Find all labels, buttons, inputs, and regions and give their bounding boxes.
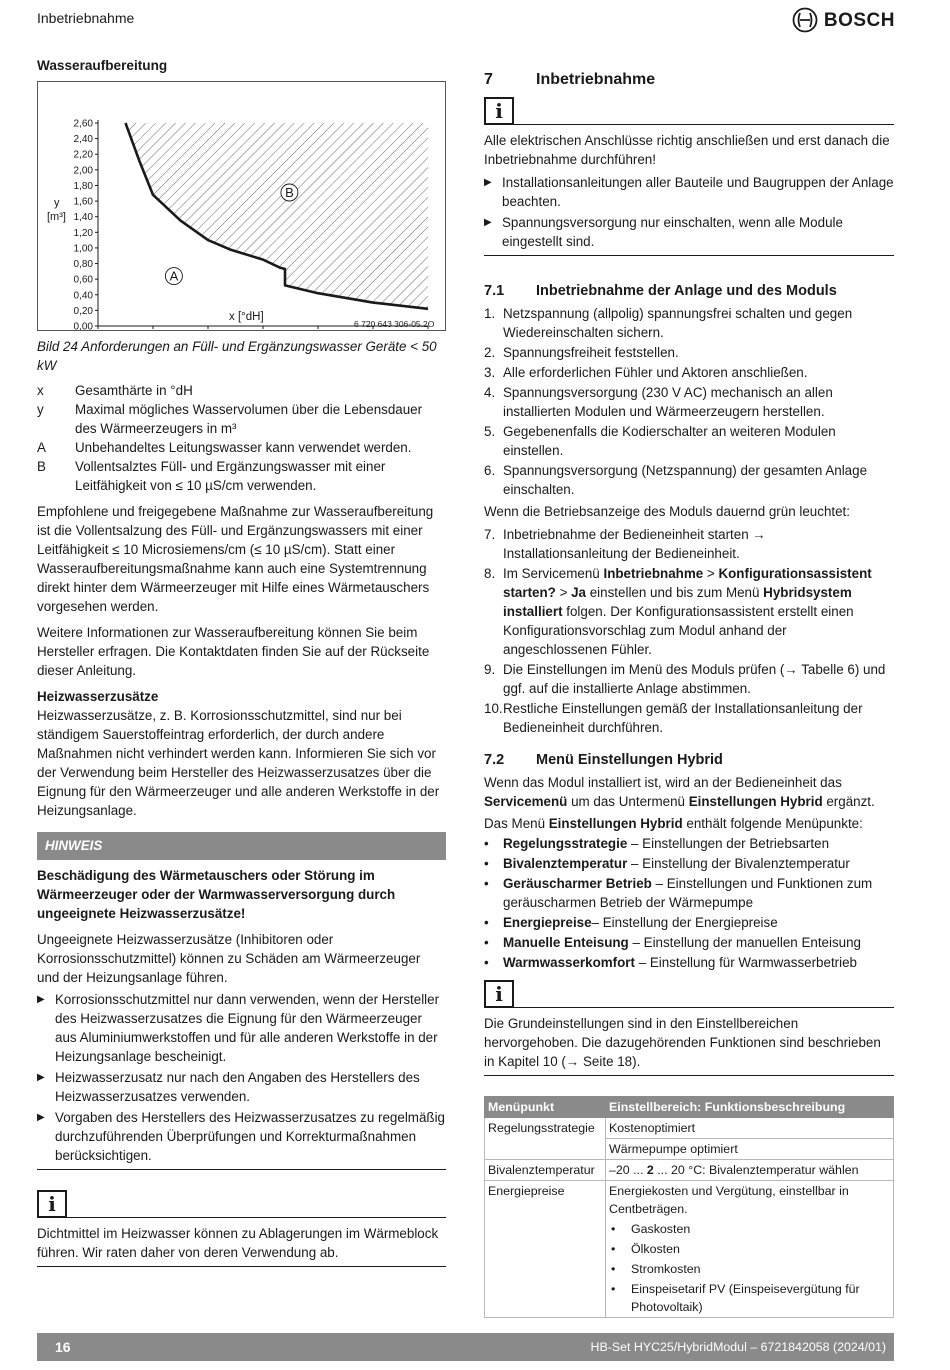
step-item: 10. Restliche Einstellungen gemäß der Installationsanleitung der Bedieneinheit durchführen. [484,701,863,735]
paragraph-additives: Heizwasserzusätze, z. B. Korrosionsschutzmittel, sind nur bei ständigem Sauerstoffeintrag erforderlich, der durch andere Maßnahmen nicht verhindert werden kann. Informieren Sie sich vor der Verwendung beim Hersteller des Heizwasserzusatzes über die Eignung für den Wärmeerzeuger und alle anderen Werkstoffe in der Heizungsanlage. [37,708,440,818]
table-row [485,1181,894,1318]
page-footer [37,1333,894,1361]
divider [37,1266,446,1267]
y-tick-label: 0,40 [73,290,93,302]
paragraph-water-treatment: Empfohlene und freigegebene Maßnahme zur Wasseraufbereitung ist die Vollentsalzung des Füll- und Ergänzungswassers mit einer Leitfähigkeit ≤ 10 Microsiemens/cm (≤ 10 µS/cm). Statt einer Wasseraufbereitungsmaßnahme kann auch eine Systemtrennung direkt hinter dem Wärmeerzeuger mit Hilfe eines Wärmetauschers vorgesehen werden. [37,504,434,614]
settings-table [484,1096,894,1318]
y-tick-label: 2,40 [73,134,93,146]
paragraph-menu-items-intro: Das Menü Einstellungen Hybrid enthält folgende Menüpunkte: [484,816,863,831]
info-header [484,97,894,125]
chart-ylabel [47,197,66,223]
y-tick-label: 1,00 [73,243,93,255]
section-heading-7-2: 7.2 Menü Einstellungen Hybrid [484,752,723,768]
brand-logo [792,7,895,33]
menu-list-item: • Regelungsstrategie – Einstellungen der Betriebsarten [484,836,830,851]
region-label: A [169,268,179,284]
table-list-item: • Ölkosten [611,1242,680,1256]
notice-item: ▶ Heizwasserzusatz nur nach den Angaben des Herstellers des Heizwasserzusatzes verwenden. [37,1070,420,1104]
info-item: ▶ Installationsanleitungen aller Bauteile und Baugruppen der Anlage beachten. [484,175,894,209]
arrow-right-icon: ▶ [484,177,492,188]
y-tick-label: 2,20 [73,149,93,161]
paragraph-menu-intro: Wenn das Modul installiert ist, wird an der Bedieneinheit das Servicemenü um das Untermenü Einstellungen Hybrid ergänzt. [484,775,875,809]
divider [514,124,894,125]
y-tick-label: 0,60 [73,274,93,286]
arrow-right-icon: ▶ [37,1072,45,1083]
legend-item-y: y Maximal mögliches Wasservolumen über die Lebensdauer des Wärmeerzeugers in m³ [37,402,423,436]
notice-item: ▶ Vorgaben des Herstellers des Heizwasserzusatzes zu regelmäßig durchzuführenden Überprüfungen und Korrekturmaßnahmen berücksichtigen. [37,1110,445,1163]
notice-label: HINWEIS [37,832,446,860]
y-tick-label: 0,20 [73,305,93,317]
document-info: HB-Set HYC25/HybridModul – 6721842058 (2024/01) [590,1339,886,1354]
legend-item-x: x Gesamthärte in °dH [37,383,193,398]
table-cell: Wärmepumpe optimiert [606,1139,894,1160]
chart-ref-code: 6 720 643 306-05.2O [354,319,435,329]
figure-caption: Bild 24 Anforderungen an Füll- und Ergänzungswasser Geräte < 50 kW [37,339,437,373]
paragraph-more-info: Weitere Informationen zur Wasseraufbereitung können Sie beim Hersteller erfragen. Die Kontaktdaten finden Sie auf der Rückseite dieser Anleitung. [37,625,430,678]
y-tick-label: 1,80 [73,180,93,192]
left-column [37,56,446,1267]
notice-warning: Beschädigung des Wärmetauschers oder Störung im Wärmeerzeuger oder der Warmwasserversorgung durch ungeeignete Heizwasserzusätze! [37,868,396,921]
info-icon: i [37,1190,67,1218]
chart-legend [37,381,446,495]
table-list-item: • Stromkosten [611,1262,701,1276]
arrow-right-icon: ▶ [484,217,492,228]
info-icon: i [484,980,514,1008]
notice-text: Ungeeignete Heizwasserzusätze (Inhibitoren oder Korrosionsschutzmittel) können zu Schäden am Wärmeerzeuger und der Heizungsanlage führen. [37,932,421,985]
y-tick-label: 1,40 [73,212,93,224]
step-item: 2. Spannungsfreiheit feststellen. [484,345,679,360]
section-heading-7: 7 Inbetriebnahme [484,71,656,88]
steps-intro: Wenn die Betriebsanzeige des Moduls dauernd grün leuchtet: [484,504,850,519]
section-heading-additives: Heizwasserzusätze [37,689,159,704]
brand-name: BOSCH [823,9,895,31]
region-label: B [285,184,294,200]
y-tick-label: 2,00 [73,165,93,177]
table-cell: –20 ... 2 ... 20 °C: Bivalenztemperatur wählen [606,1160,894,1181]
table-cell: Regelungsstrategie [485,1118,606,1160]
y-tick-label: 1,60 [73,196,93,208]
table-cell: Kostenoptimiert [606,1118,894,1139]
divider [484,255,894,256]
notice-item: ▶ Korrosionsschutzmittel nur dann verwenden, wenn der Hersteller des Heizwasserzusatzes die Eignung für den Wärmeerzeuger aus Aluminiumwerkstoffen und für alle anderen Werkstoffe in der Heizungsanlage bescheinigt. [37,992,440,1064]
table-cell: Energiepreise [485,1181,606,1318]
legend-item-a: A Unbehandeltes Leitungswasser kann verwendet werden. [37,440,412,455]
chart-svg [38,82,445,330]
table-header-menu-item: Menüpunkt [485,1097,606,1118]
chart-xlabel: x [°dH] [229,311,264,323]
table-row [485,1160,894,1181]
step-item: 1. Netzspannung (allpolig) spannungsfrei schalten und gegen Wiedereinschalten sichern. [484,306,853,340]
table-row [485,1118,894,1139]
divider [37,1169,446,1170]
divider [67,1217,446,1218]
info-header [37,1190,446,1218]
menu-list-item: • Geräuscharmer Betrieb – Einstellungen und Funktionen zum geräuscharmen Betrieb der Wärmepumpe [484,876,873,910]
table-header-row [485,1097,894,1118]
divider [484,1075,894,1076]
step-item: 7. Inbetriebnahme der Bedieneinheit starten → Installationsanleitung der Bedieneinheit. [484,527,766,561]
info-item: ▶ Spannungsversorgung nur einschalten, wenn alle Module eingestellt sind. [484,215,843,249]
menu-list-item: • Manuelle Enteisung – Einstellung der manuellen Enteisung [484,935,862,950]
table-cell: Energiekosten und Vergütung, einstellbar in Centbeträgen. • Gaskosten • Ölkosten • Stromkosten • Einspeisetarif PV (Einspeisevergütung für Photovoltaik) [606,1181,894,1318]
table-header-range: Einstellbereich: Funktionsbeschreibung [606,1097,894,1118]
info-text-sealant: Dichtmittel im Heizwasser können zu Ablagerungen im Wärmeblock führen. Wir raten daher von deren Verwendung ab. [37,1226,439,1260]
section-heading-water: Wasseraufbereitung [37,58,168,73]
bosch-armature-icon [792,7,818,33]
info-icon: i [484,97,514,125]
divider [514,1007,894,1008]
step-item: 8. Im Servicemenü Inbetriebnahme > Konfigurationsassistent starten? > Ja einstellen und bis zum Menü Hybridsystem installiert folgen. Der Konfigurationsassistent erstellt einen Konfigurationsvorschlag zum Modul anhand der angeschlossenen Fühler. [484,566,872,657]
y-tick-label: 1,20 [73,227,93,239]
chart-ylabel-var: y [54,197,60,209]
y-tick-label: 0,80 [73,259,93,271]
page-header-title: Inbetriebnahme [37,10,135,26]
menu-list-item: • Bivalenztemperatur – Einstellung der Bivalenztemperatur [484,856,850,871]
table-list-item: • Einspeisetarif PV (Einspeisevergütung für Photovoltaik) [611,1282,860,1314]
step-item: 5. Gegebenenfalls die Kodierschalter an weiteren Modulen einstellen. [484,424,836,458]
page-number: 16 [55,1338,71,1355]
table-list-item: • Gaskosten [611,1222,691,1236]
legend-item-b: B Vollentsalztes Füll- und Ergänzungswasser mit einer Leitfähigkeit von ≤ 10 µS/cm verwenden. [37,459,386,493]
step-item: 9. Die Einstellungen im Menü des Moduls prüfen (→ Tabelle 6) und ggf. auf die installierte Anlage abstimmen. [484,662,886,696]
step-item: 4. Spannungsversorgung (230 V AC) mechanisch an allen installierten Modulen und Wärmeerzeugern herstellen. [484,385,833,419]
water-treatment-chart [37,81,446,331]
y-tick-label: 2,60 [73,118,93,130]
arrow-right-icon: ▶ [37,994,45,1005]
menu-list-item: • Warmwasserkomfort – Einstellung für Warmwasserbetrieb [484,955,857,970]
right-column [484,70,894,1318]
y-tick-label: 0,00 [73,321,93,330]
table-cell: Bivalenztemperatur [485,1160,606,1181]
step-item: 6. Spannungsversorgung (Netzspannung) der gesamten Anlage einschalten. [484,463,868,497]
section-heading-7-1: 7.1 Inbetriebnahme der Anlage und des Moduls [484,283,837,299]
info-text-electrical: Alle elektrischen Anschlüsse richtig anschließen und erst danach die Inbetriebnahme durchführen! [484,133,890,167]
step-item: 3. Alle erforderlichen Fühler und Aktoren anschließen. [484,365,808,380]
menu-list-item: • Energiepreise– Einstellung der Energiepreise [484,915,778,930]
info-text-defaults: Die Grundeinstellungen sind in den Einstellbereichen hervorgehoben. Die dazugehörenden Funktionen sind beschrieben in Kapitel 10 (→ Seite 18). [484,1016,881,1069]
info-header [484,980,894,1008]
chart-ylabel-unit: [m³] [47,211,66,223]
arrow-right-icon: ▶ [37,1112,45,1123]
